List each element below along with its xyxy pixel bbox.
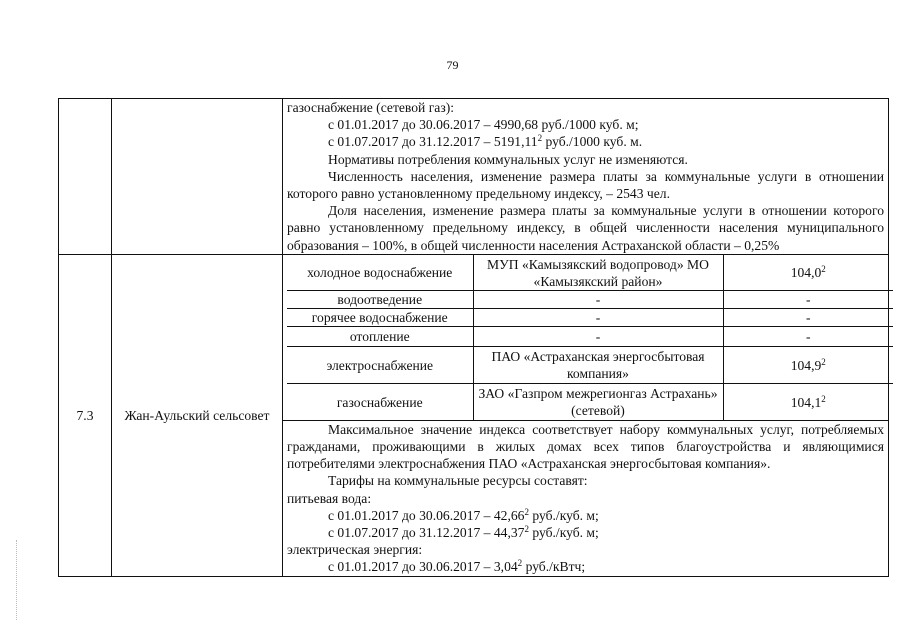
municipality-name: Жан-Аульский сельсовет: [112, 254, 283, 576]
table-row: [59, 254, 889, 420]
service-row: [287, 384, 893, 420]
service-index: 104,0$^2$: [723, 255, 893, 291]
services-table: [287, 255, 893, 420]
service-index: -: [723, 309, 893, 327]
service-name: электроснабжение: [287, 347, 473, 384]
gas-tariffs-cell: [283, 99, 889, 255]
service-name: холодное водоснабжение: [287, 255, 473, 291]
service-name: водоотведение: [287, 291, 473, 309]
max-index-paragraph: Максимальное значение индекса соответствует набору коммунальных услуг, потребляемых гражданами, проживающими в жилых домах всех типов благоустройства и являющимися потребителями электроснабжения ПАО «Астраханская энергосбытовая компания».: [287, 421, 884, 472]
service-name: отопление: [287, 327, 473, 347]
service-index: -: [723, 327, 893, 347]
service-index: 104,1$^2$: [723, 384, 893, 420]
service-provider: -: [473, 291, 723, 309]
tariff-table: [58, 98, 889, 577]
electric-tariff-line-1: с 01.01.2017 до 30.06.2017 – 3,04$^2$ руб./кВтч;: [328, 558, 586, 575]
population-share-paragraph: Доля населения, изменение размера платы за коммунальные услуги в отношении которого равно установленному предельному индексу, в общей численности населения муниципального образования – 100%, в общей численности населения Астраханской области – 0,25%: [287, 203, 884, 253]
service-index: 104,9$^2$: [723, 347, 893, 384]
tariffs-intro: Тарифы на коммунальные ресурсы составят:: [328, 473, 588, 489]
scan-margin-marks: [16, 540, 21, 620]
service-provider: ПАО «Астраханская энергосбытовая компания»: [473, 347, 723, 384]
service-provider: -: [473, 309, 723, 327]
service-provider: -: [473, 327, 723, 347]
water-heading: питьевая вода:: [287, 490, 372, 506]
service-provider: МУП «Камызякский водопровод» МО «Камызякский район»: [473, 255, 723, 291]
row-number-cell-empty: [59, 99, 112, 255]
page-number: 79: [446, 58, 459, 72]
row-name-cell-empty: [112, 99, 283, 255]
service-row: [287, 309, 893, 327]
norms-paragraph: Нормативы потребления коммунальных услуг не изменяются.: [328, 151, 688, 167]
tariffs-text-cell: [283, 420, 889, 576]
service-row: [287, 347, 893, 384]
water-tariff-line-1: с 01.01.2017 до 30.06.2017 – 42,66$^2$ руб./куб. м;: [328, 506, 599, 523]
population-count-paragraph: Численность населения, изменение размера платы за коммунальные услуги в отношении которого равно установленному предельному индексу, – 2543 чел.: [287, 168, 884, 202]
service-row: [287, 291, 893, 309]
services-cell: [283, 254, 889, 420]
service-row: [287, 327, 893, 347]
row-number: 7.3: [59, 254, 112, 576]
water-tariff-line-2: с 01.07.2017 до 31.12.2017 – 44,37$^2$ руб./куб. м;: [328, 524, 599, 541]
gas-tariff-line-2: с 01.07.2017 до 31.12.2017 – 5191,11$^2$ руб./1000 куб. м.: [328, 133, 643, 150]
electric-heading: электрическая энергия:: [287, 542, 423, 558]
gas-tariff-line-1: с 01.01.2017 до 30.06.2017 – 4990,68 руб./1000 куб. м;: [328, 117, 639, 133]
service-index: -: [723, 291, 893, 309]
service-provider: ЗАО «Газпром межрегионгаз Астрахань» (сетевой): [473, 384, 723, 420]
service-row: [287, 255, 893, 291]
service-name: газоснабжение: [287, 384, 473, 420]
table-row: [59, 99, 889, 255]
gas-heading: газоснабжение (сетевой газ):: [287, 100, 454, 115]
service-name: горячее водоснабжение: [287, 309, 473, 327]
